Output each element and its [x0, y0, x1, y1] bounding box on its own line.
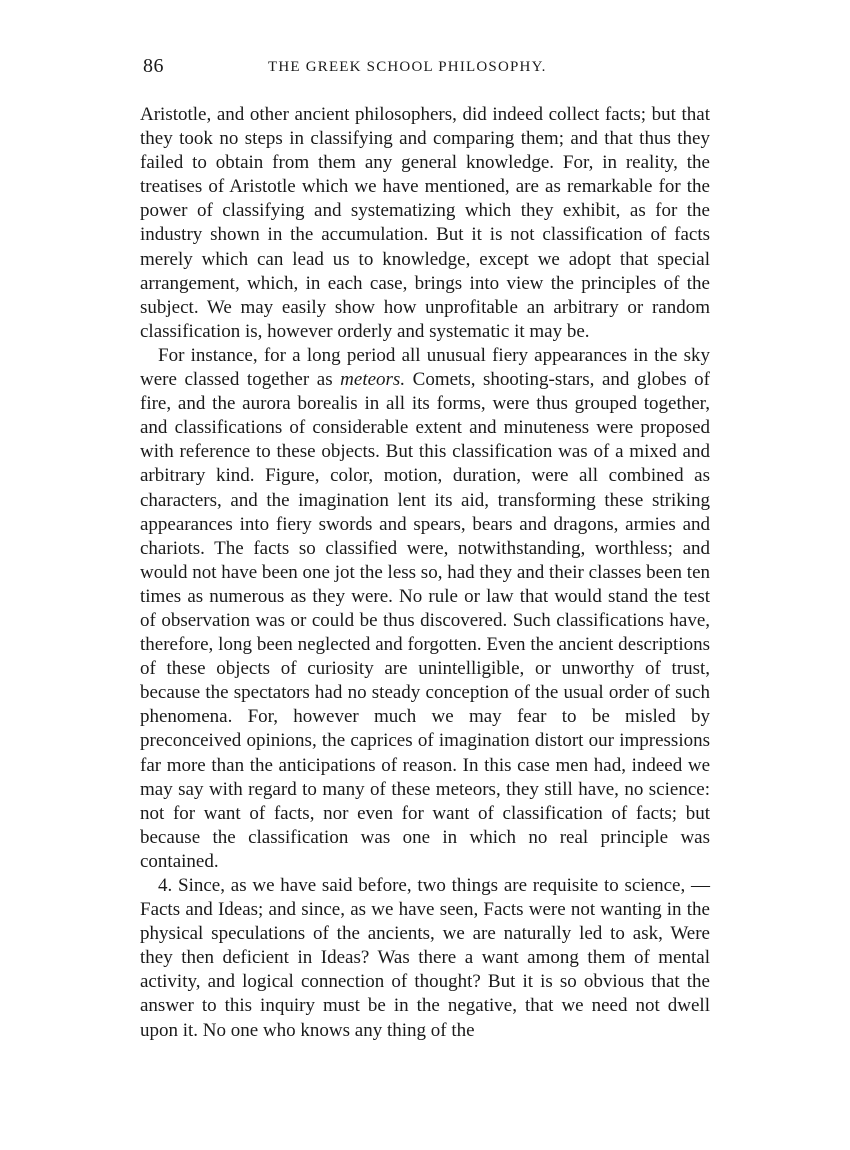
book-page: [140, 55, 710, 1043]
emphasis-meteors: meteors.: [340, 369, 406, 391]
paragraph-meteors: [140, 344, 710, 874]
paragraph-section-4: [140, 874, 710, 1043]
body-text: [140, 103, 710, 1043]
paragraph-text: 4. Since, as we have said before, two things are requisite to science, —Facts and Ideas; and since, as we have seen, Facts were not wanting in the physical speculations of the ancients, we are naturally led to ask, Were they then deficient in Ideas? Was there a want among them of mental activity, and logical connection of thought? But it is so obvious that the answer to this inquiry must be in the negative, that we need not dwell upon it. No one who knows any thing of the: [140, 875, 710, 1041]
paragraph-text: Comets, shooting-stars, and globes of fire, and the aurora borealis in all its forms, were thus grouped together, and classifications of considerable extent and minuteness were proposed with reference to these objects. But this classification was of a mixed and arbitrary kind. Figure, color, motion, duration, were all combined as characters, and the imagination lent its aid, transforming these striking appearances into fiery swords and spears, bears and dragons, armies and chariots. The facts so classified were, notwithstanding, worthless; and would not have been one jot the less so, had they and their classes been ten times as numerous as they were. No rule or law that would stand the test of observation was or could be thus discovered. Such classifications have, therefore, long been neglected and forgotten. Even the ancient descriptions of these objects of curiosity are unintelligible, or unworthy of trust, because the spectators had no steady conception of the usual order of such phenomena. For, however much we may fear to be misled by preconceived opinions, the caprices of imagination distort our impressions far more than the anticipations of reason. In this case men had, indeed we may say with regard to many of these meteors, they still have, no science: not for want of facts, nor even for want of classification of facts; but because the classification was one in which no real principle was contained.: [140, 369, 710, 872]
page-number: 86: [143, 55, 164, 77]
paragraph-text: Aristotle, and other ancient philosophers, did indeed collect facts; but that they took no steps in classifying and comparing them; and that thus they failed to obtain from them any general knowledge. For, in reality, the treatises of Aristotle which we have mentioned, are as remarkable for the power of classifying and systematizing which they exhibit, as for the industry shown in the accumulation. But it is not classification of facts merely which can lead us to knowledge, except we adopt that special arrangement, which, in each case, brings into view the principles of the subject. We may easily show how unprofitable an arbitrary or random classification is, however orderly and systematic it may be.: [140, 104, 710, 342]
paragraph-continuation: [140, 103, 710, 344]
running-title: THE GREEK SCHOOL PHILOSOPHY.: [268, 59, 547, 75]
paragraph-text: For instance, for a long period all unusual fiery appearances in the sky were classed together as: [140, 344, 710, 391]
running-head: [140, 55, 710, 85]
